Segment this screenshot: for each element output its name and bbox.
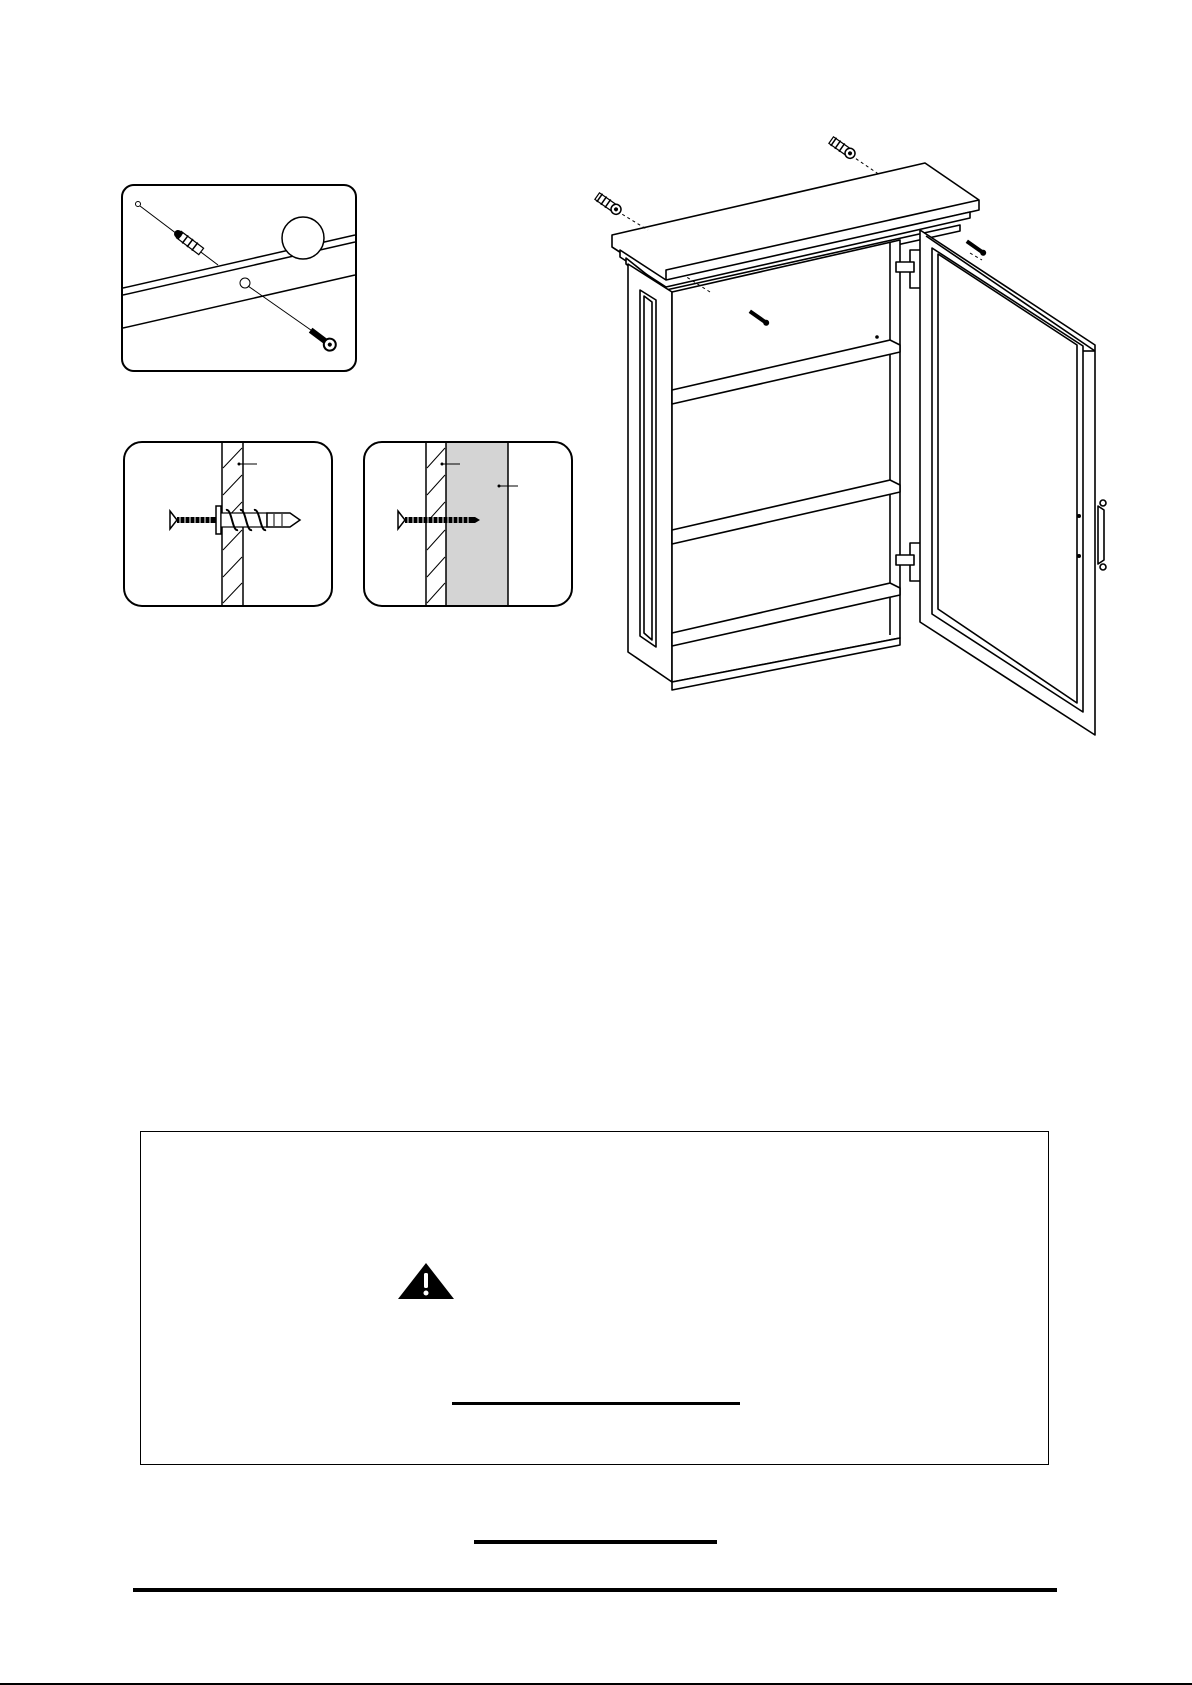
detail-wood-stud — [362, 440, 574, 608]
wall-anchor-icon — [828, 136, 857, 160]
warning-triangle-icon — [397, 1262, 455, 1300]
screw-icon — [965, 239, 987, 257]
detail-drywall-anchor — [122, 440, 334, 608]
warning-underline-rule — [452, 1402, 740, 1405]
warning-box — [140, 1131, 1049, 1465]
footer-short-rule — [474, 1540, 717, 1544]
footer-rule — [133, 1588, 1057, 1592]
wall-anchor-icon — [594, 192, 623, 216]
cabinet-illustration — [590, 130, 1110, 750]
detail-screw-into-stud — [120, 183, 360, 373]
